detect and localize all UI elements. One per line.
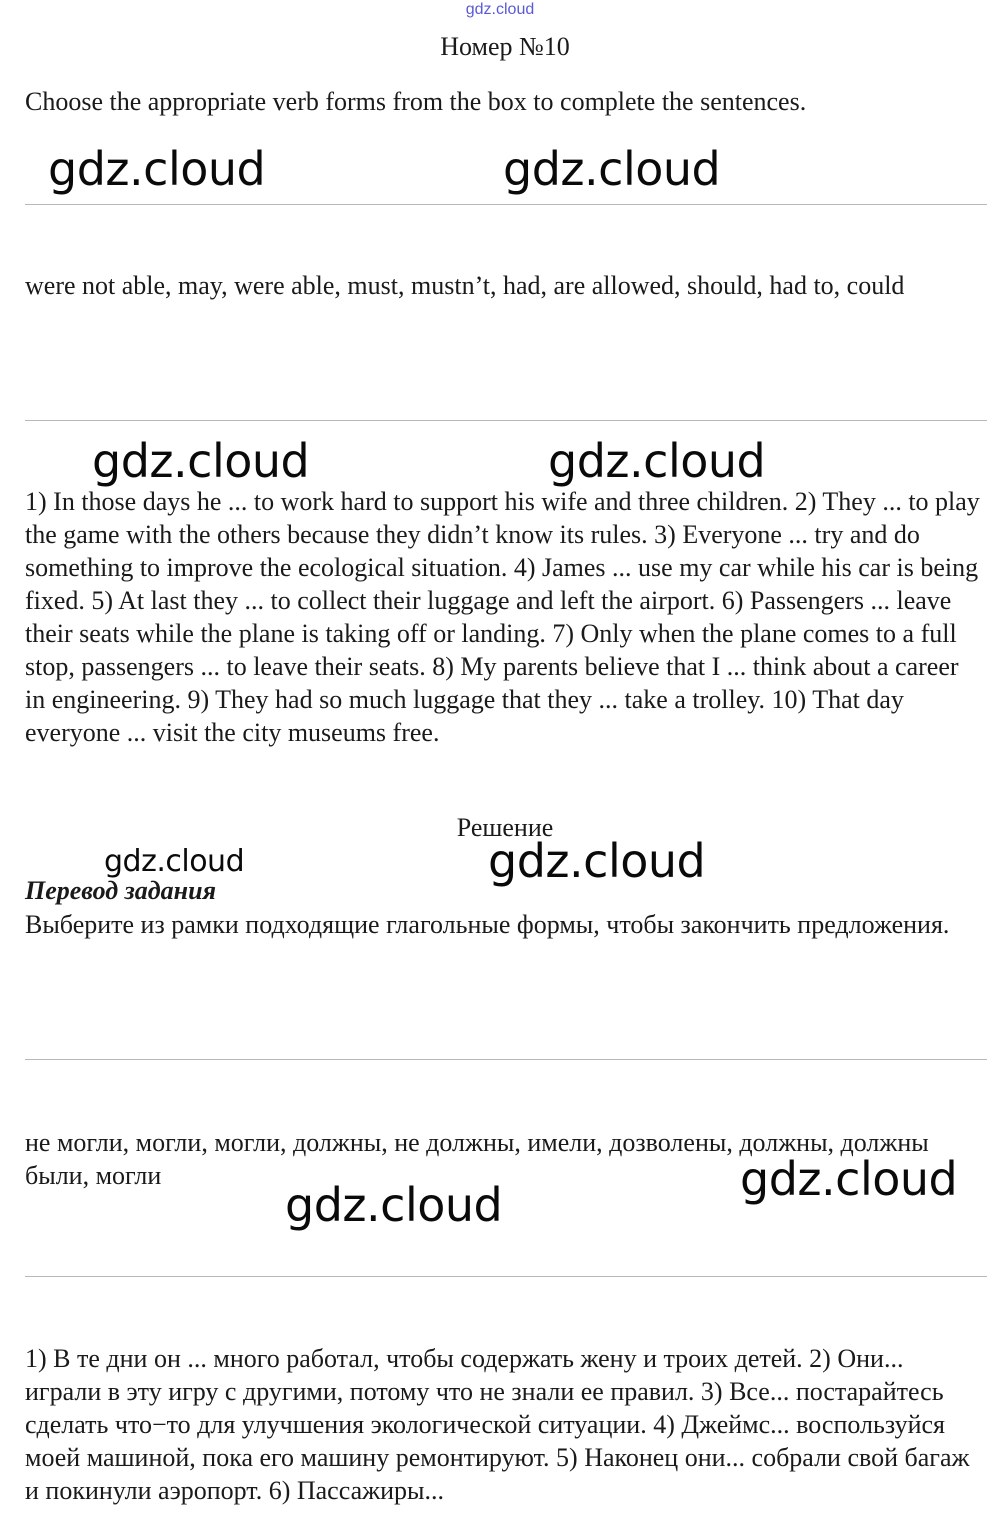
watermark: gdz.cloud	[92, 434, 310, 488]
divider	[25, 1059, 987, 1060]
exercise-sentences: 1) In those days he ... to work hard to support his wife and three children. 2) They ... to play the game with the others because they didn’t know its rules. 3) Everyone ... try and do something to improve the ecological situation. 4) James ... use my car while his car is being fixed. 5) At last they ... to collect their luggage and left the airport. 6) Passengers ... leave their seats while the plane is taking off or landing. 7) Only when the plane comes to a full stop, passengers ... to leave their seats. 8) My parents believe that I ... think about a career in engineering. 9) They had so much luggage that they ... take a trolley. 10) That day everyone ... visit the city museums free.	[25, 487, 980, 747]
watermark: gdz.cloud	[548, 434, 766, 488]
word-box: were not able, may, were able, must, mustn’t, had, are allowed, should, had to, could	[25, 271, 905, 300]
divider	[25, 204, 987, 205]
watermark: gdz.cloud	[285, 1178, 503, 1232]
watermark: gdz.cloud	[740, 1152, 958, 1206]
translation-sentences: 1) В те дни он ... много работал, чтобы содержать жену и троих детей. 2) Они... играли в эту игру с другими, потому что не знали ее правил. 3) Все... постарайтесь сделать что−то для улучшения экологической ситуации. 4) Джеймс... воспользуйся моей машиной, пока его машину ремонтируют. 5) Наконец они... собрали свой багаж и покинули аэропорт. 6) Пассажиры...	[25, 1344, 970, 1505]
divider	[25, 420, 987, 421]
site-link[interactable]: gdz.cloud	[465, 1, 535, 18]
task-instruction: Choose the appropriate verb forms from the box to complete the sentences.	[25, 87, 807, 116]
watermark: gdz.cloud	[104, 844, 245, 879]
translation-task: Выберите из рамки подходящие глагольные формы, чтобы закончить предложения.	[25, 910, 950, 939]
translation-word-box: не могли, могли, могли, должны, не должны, имели, дозволены, должны, должны были, могли	[25, 1128, 929, 1190]
watermark: gdz.cloud	[488, 834, 706, 888]
watermark: gdz.cloud	[503, 142, 721, 196]
page-title: Номер №10	[440, 32, 570, 61]
divider	[25, 1276, 987, 1277]
watermark: gdz.cloud	[48, 142, 266, 196]
translation-heading: Перевод задания	[25, 876, 216, 905]
solution-heading: Решение	[456, 813, 554, 842]
